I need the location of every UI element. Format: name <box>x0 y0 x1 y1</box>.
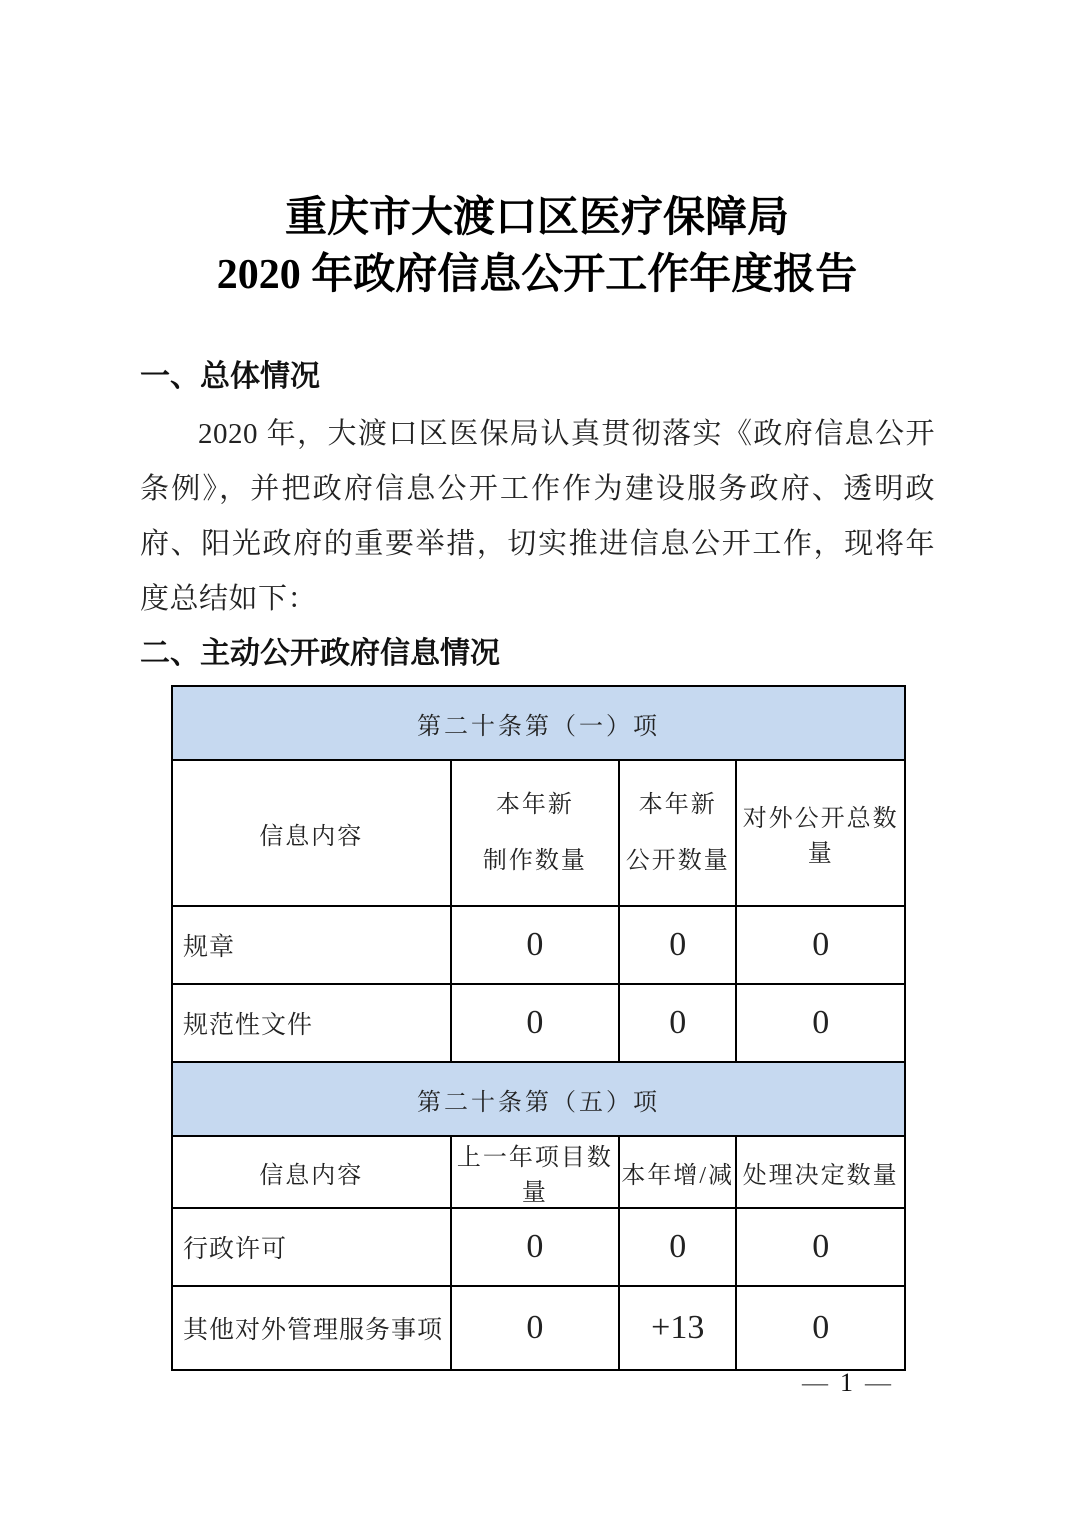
row-label: 行政许可 <box>172 1208 451 1286</box>
section-heading-overview: 一、总体情况 <box>140 360 320 393</box>
cell-value: 0 <box>451 984 620 1062</box>
cell-value: 0 <box>451 906 620 984</box>
table-row-regulations <box>172 906 905 984</box>
table-row-other-services <box>172 1286 905 1370</box>
cell-value: +13 <box>619 1286 736 1370</box>
table-header-row-2 <box>172 1136 905 1208</box>
cell-value: 0 <box>736 1208 905 1286</box>
column-header-last-year-count: 上一年项目数量 <box>451 1136 620 1208</box>
doc-title <box>0 190 1074 304</box>
table-row-administrative-license <box>172 1208 905 1286</box>
cell-value: 0 <box>736 906 905 984</box>
cell-value: 0 <box>736 1286 905 1370</box>
column-header-new-created <box>451 760 620 906</box>
column-header-total-public: 对外公开总数量 <box>736 760 905 906</box>
info-disclosure-table <box>171 685 906 1371</box>
table-row-normative-documents <box>172 984 905 1062</box>
cell-value: 0 <box>736 984 905 1062</box>
column-header-line: 本年新 <box>495 792 574 818</box>
row-label: 规章 <box>172 906 451 984</box>
doc-title-line2: 2020 年政府信息公开工作年度报告 <box>216 252 858 298</box>
column-header-change: 本年增/减 <box>619 1136 736 1208</box>
cell-value: 0 <box>619 1208 736 1286</box>
doc-content <box>140 358 935 1371</box>
body-paragraph: 2020 年，大渡口区医保局认真贯彻落实《政府信息公开条例》，并把政府信息公开工作作为建设服务政府、透明政府、阳光政府的重要举措，切实推进信息公开工作，现将年度总结如下： <box>140 418 935 615</box>
page-number-dash: — <box>802 1368 828 1397</box>
column-header-line: 制作数量 <box>482 848 587 874</box>
cell-value: 0 <box>451 1208 620 1286</box>
table-band-label: 第二十条第（一）项 <box>172 686 905 760</box>
table-band-label: 第二十条第（五）项 <box>172 1062 905 1136</box>
cell-value: 0 <box>451 1286 620 1370</box>
column-header-info-content: 信息内容 <box>172 760 451 906</box>
cell-value: 0 <box>619 984 736 1062</box>
row-label: 其他对外管理服务事项 <box>172 1286 451 1370</box>
column-header-decisions: 处理决定数量 <box>736 1136 905 1208</box>
table-band-row-article20-item5 <box>172 1062 905 1136</box>
table-band-row-article20-item1 <box>172 686 905 760</box>
cell-value: 0 <box>619 906 736 984</box>
column-header-line: 公开数量 <box>625 848 730 874</box>
table-header-row-1 <box>172 760 905 906</box>
column-header-line: 本年新 <box>638 792 717 818</box>
doc-title-line1: 重庆市大渡口区医疗保障局 <box>284 195 789 241</box>
row-label: 规范性文件 <box>172 984 451 1062</box>
column-header-new-published <box>619 760 736 906</box>
section-heading-disclosure: 二、主动公开政府信息情况 <box>140 637 500 670</box>
page-number-value: 1 <box>840 1368 853 1397</box>
page-number-dash: — <box>865 1368 891 1397</box>
column-header-info-content: 信息内容 <box>172 1136 451 1208</box>
page-number <box>790 1368 903 1398</box>
